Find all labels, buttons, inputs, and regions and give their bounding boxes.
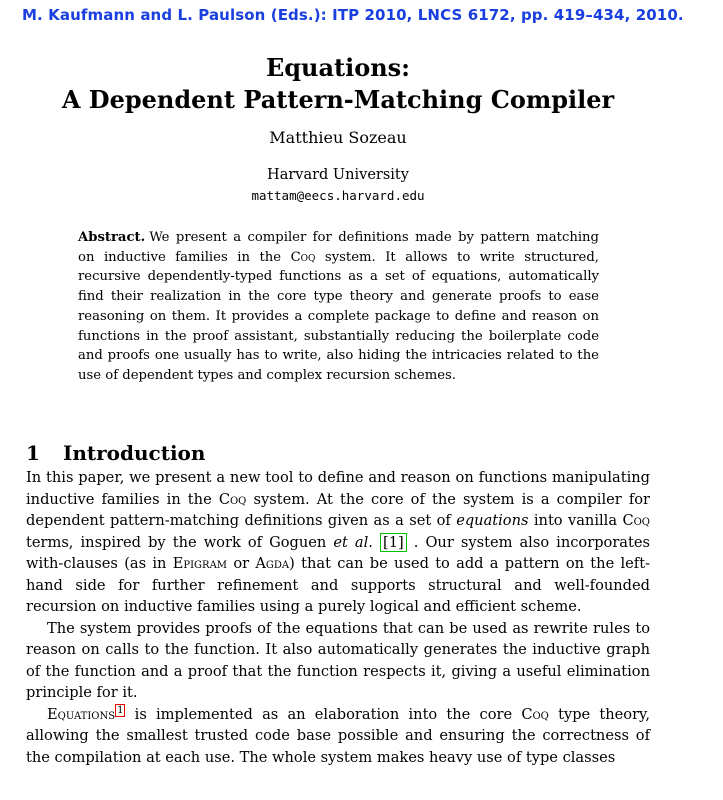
author-email: mattam@eecs.harvard.edu: [251, 188, 425, 203]
p1-epigram: Epigram: [172, 555, 228, 572]
paragraph-3: [26, 704, 650, 769]
p1-et-al: et al.: [333, 533, 373, 551]
abstract-label: Abstract.: [78, 230, 146, 245]
abstract-text-b: system. It allows to write structured, recursive dependently-typed functions as a set of equations, automatically find their realization in the core type theory and generate proofs to ease reasoning on them. It provides a complete package to define and reason on functions in the proof assistant, substantially reducing the boilerplate code and proofs one usually has to write, also hiding the intricacies related to the use of dependent types and complex recursion schemes.: [78, 249, 599, 383]
p1-text-g: ) that can be used to add a pattern on the left-hand side for further refinement and supports structural and well-founded recursion on inductive families using a purely logical and efficient scheme.: [26, 555, 650, 615]
section-heading: [26, 440, 205, 466]
p3-text-b: type theory, allowing the smallest trusted code base possible and ensuring the correctness of the compilation at each use. The whole system makes heavy use of type classes: [26, 705, 650, 766]
citation-link-1[interactable]: [1]: [380, 533, 407, 552]
p1-text-e: . Our system also incorporates with-clauses (as in: [26, 533, 650, 572]
p1-coq-2: Coq: [622, 512, 651, 529]
publication-citation-banner: M. Kaufmann and L. Paulson (Eds.): ITP 2010, LNCS 6172, pp. 419–434, 2010.: [22, 6, 684, 24]
paragraph-1: [26, 467, 650, 618]
p3-equations-name: Equations: [47, 705, 116, 723]
p1-text-b: system. At the core of the system is a compiler for dependent pattern-matching definitions given as a set of: [26, 490, 650, 529]
body-text: [26, 467, 650, 768]
author-affiliation: Harvard University: [267, 167, 409, 183]
author-name: Matthieu Sozeau: [269, 128, 407, 147]
p1-equations-italic: equations: [456, 512, 529, 529]
paragraph-2: The system provides proofs of the equations that can be used as rewrite rules to reason on calls to the function. It also automatically generates the inductive graph of the function and a proof that the function respects it, giving a useful elimination principle for it.: [26, 619, 650, 701]
p3-coq: Coq: [521, 705, 549, 723]
p1-coq-1: Coq: [218, 490, 247, 508]
p1-text-c: into vanilla: [528, 512, 623, 529]
section-number: 1: [26, 441, 40, 465]
abstract-coq: Coq: [290, 249, 316, 265]
paper-title-line-1: Equations:: [265, 53, 411, 82]
paper-title-line-2: A Dependent Pattern-Matching Compiler: [61, 85, 615, 114]
abstract-block: [78, 228, 599, 386]
section-title: Introduction: [63, 441, 206, 465]
abstract-text-a: We present a compiler for definitions made by pattern matching on inductive families in the: [78, 230, 599, 265]
footnote-link-1[interactable]: 1: [117, 704, 124, 716]
p1-text-d: terms, inspired by the work of Goguen: [26, 533, 334, 551]
p1-text-a: In this paper, we present a new tool to define and reason on functions manipulating inductive families in the: [26, 469, 650, 508]
p1-agda: Agda: [255, 555, 290, 572]
p1-text-f: or: [227, 555, 256, 572]
p3-text-a: is implemented as an elaboration into the core: [125, 705, 522, 723]
